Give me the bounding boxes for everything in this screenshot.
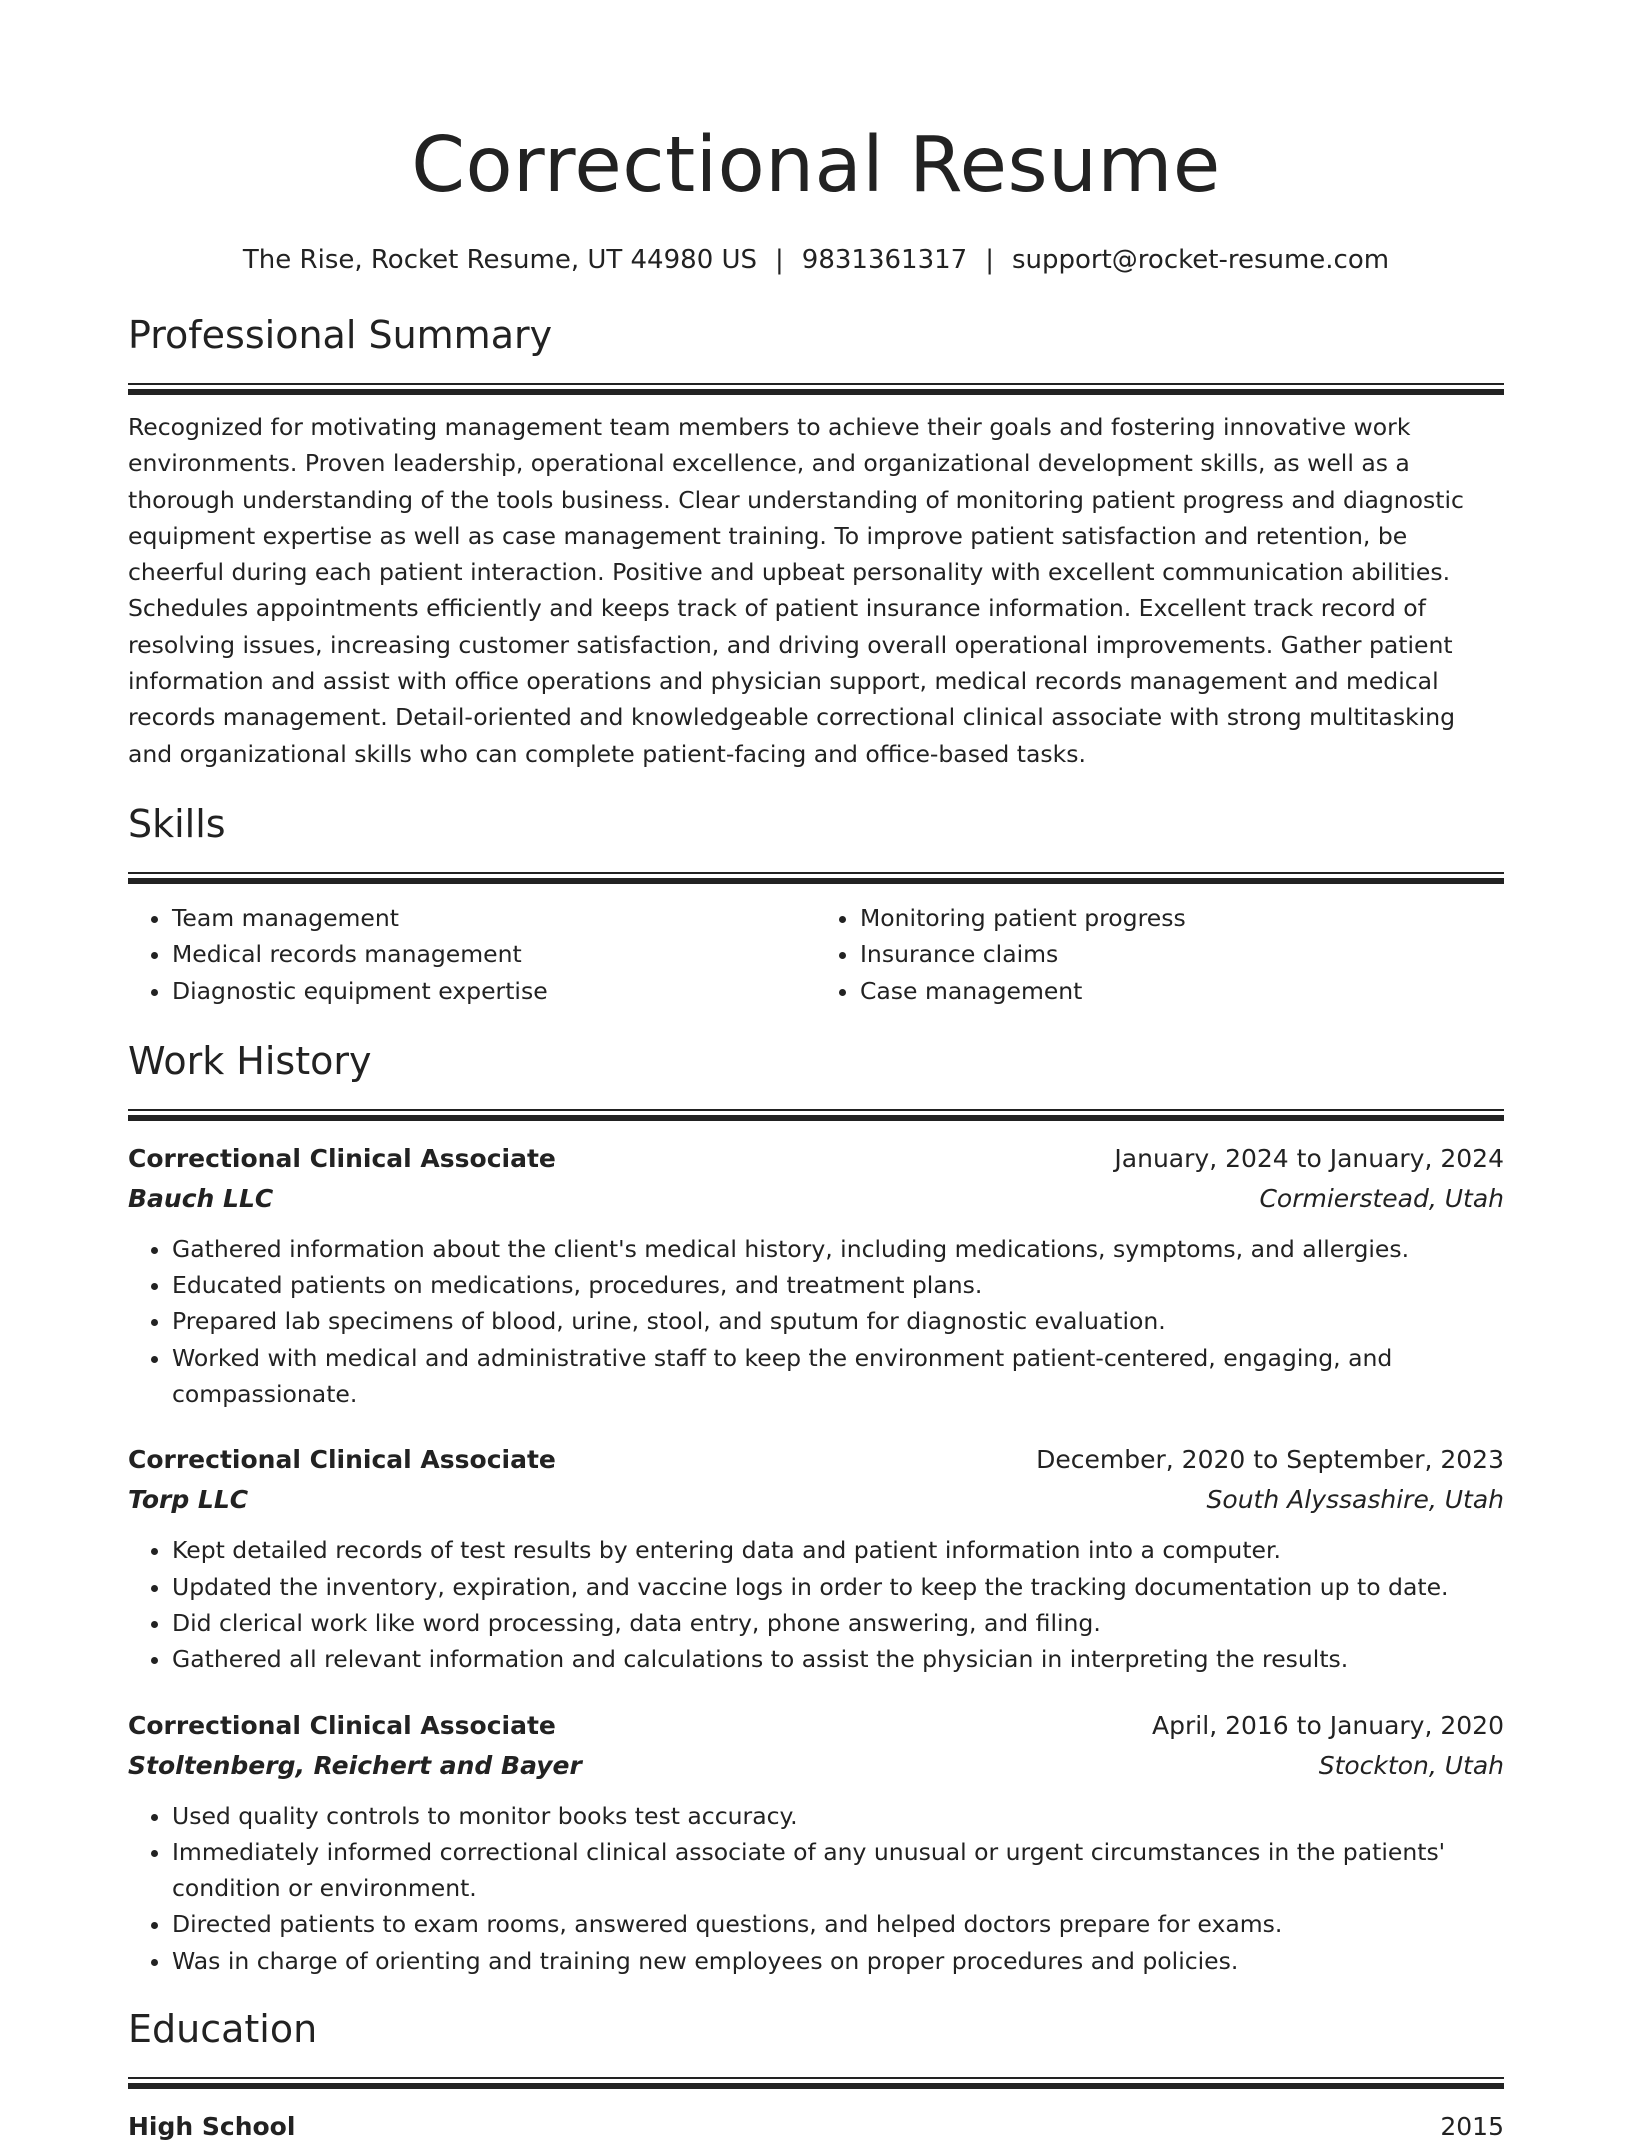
job-bullet: • Kept detailed records of test results by entering data and patient information into a computer.	[172, 1532, 1504, 1568]
resume-page	[128, 0, 1504, 2147]
skills-column-right	[816, 900, 1504, 1009]
job-bullet: • Updated the inventory, expiration, and vaccine logs in order to keep the tracking documentation up to date.	[172, 1569, 1504, 1605]
education-section	[128, 2003, 1504, 2147]
job-company: Torp LLC	[128, 1485, 249, 1515]
job-bullet: • Prepared lab specimens of blood, urine, stool, and sputum for diagnostic evaluation.	[172, 1303, 1504, 1339]
contact-separator: |	[775, 245, 784, 275]
skill-item: • Diagnostic equipment expertise	[172, 973, 816, 1009]
job-bullet: • Was in charge of orienting and training new employees on proper procedures and policies.	[172, 1943, 1504, 1979]
section-title: Skills	[128, 801, 226, 846]
job-header	[128, 1139, 1504, 1179]
job-title: Correctional Clinical Associate	[128, 1445, 556, 1475]
contact-address: The Rise, Rocket Resume, UT 44980 US	[242, 245, 758, 275]
job-header	[128, 1706, 1504, 1746]
job-bullets	[128, 1798, 1504, 1979]
work-section	[128, 1035, 1504, 1979]
job-subheader	[128, 1746, 1504, 1786]
section-divider	[128, 872, 1504, 884]
job-location: Cormierstead, Utah	[1259, 1183, 1504, 1213]
skills-section	[128, 798, 1504, 1009]
contact-email: support@rocket-resume.com	[1011, 245, 1390, 275]
job-company: Stoltenberg, Reichert and Bayer	[128, 1750, 582, 1780]
job-bullet: • Worked with medical and administrative staff to keep the environment patient-centered, engaging, and compassionate.	[172, 1340, 1504, 1413]
skill-item: • Case management	[860, 973, 1504, 1009]
skill-item: • Team management	[172, 900, 816, 936]
summary-text: Recognized for motivating management team members to achieve their goals and fostering innovative work environments. Proven leadership, operational excellence, and organizational development skills, as well as a thorough understanding of the tools business. Clear understanding of monitoring patient progress and diagnostic equipment expertise as well as case management training. To improve patient satisfaction and retention, be cheerful during each patient interaction. Positive and upbeat personality with excellent communication abilities. Schedules appointments efficiently and keeps track of patient insurance information. Excellent track record of resolving issues, increasing customer satisfaction, and driving overall operational improvements. Gather patient information and assist with office operations and physician support, medical records management and medical records management. Detail-oriented and knowledgeable correctional clinical associate with strong multitasking and organizational skills who can complete patient-facing and office-based tasks.	[128, 413, 1464, 768]
education-year: 2015	[1440, 2112, 1504, 2142]
job-title: Correctional Clinical Associate	[128, 1710, 556, 1740]
job-dates: January, 2024 to January, 2024	[1114, 1143, 1504, 1173]
job-dates: December, 2020 to September, 2023	[1036, 1445, 1504, 1475]
job-bullet: • Gathered information about the client's medical history, including medications, symptoms, and allergies.	[172, 1231, 1504, 1267]
education-entry	[128, 2107, 1504, 2147]
job-title: Correctional Clinical Associate	[128, 1143, 556, 1173]
job-bullet: • Gathered all relevant information and calculations to assist the physician in interpreting the results.	[172, 1641, 1504, 1677]
job-header	[128, 1440, 1504, 1480]
job-subheader	[128, 1480, 1504, 1520]
contact-phone: 9831361317	[801, 245, 968, 275]
contact-line	[128, 242, 1504, 278]
job-entry	[128, 1706, 1504, 1979]
contact-separator: |	[985, 245, 994, 275]
section-title: Work History	[128, 1038, 372, 1083]
job-entry	[128, 1139, 1504, 1412]
job-subheader	[128, 1179, 1504, 1219]
skills-column-left	[128, 900, 816, 1009]
section-title: Education	[128, 2007, 318, 2052]
job-bullet: • Educated patients on medications, procedures, and treatment plans.	[172, 1267, 1504, 1303]
section-title: Professional Summary	[128, 313, 553, 357]
section-divider	[128, 383, 1504, 395]
job-bullets	[128, 1231, 1504, 1412]
resume-name: Correctional Resume	[411, 121, 1221, 210]
summary-section	[128, 309, 1504, 772]
education-degree: High School	[128, 2112, 296, 2142]
job-bullet: • Directed patients to exam rooms, answered questions, and helped doctors prepare for exams.	[172, 1906, 1504, 1942]
job-bullet: • Immediately informed correctional clinical associate of any unusual or urgent circumstances in the patients' condition or environment.	[172, 1834, 1504, 1907]
section-divider	[128, 1109, 1504, 1121]
job-location: South Alyssashire, Utah	[1206, 1485, 1504, 1515]
skill-item: • Insurance claims	[860, 936, 1504, 972]
skill-item: • Medical records management	[172, 936, 816, 972]
section-divider	[128, 2077, 1504, 2089]
skill-item: • Monitoring patient progress	[860, 900, 1504, 936]
job-entry	[128, 1440, 1504, 1677]
job-dates: April, 2016 to January, 2020	[1152, 1710, 1504, 1740]
skills-list	[128, 900, 1504, 1009]
job-bullets	[128, 1532, 1504, 1677]
job-location: Stockton, Utah	[1318, 1750, 1504, 1780]
job-bullet: • Used quality controls to monitor books test accuracy.	[172, 1798, 1504, 1834]
job-company: Bauch LLC	[128, 1183, 274, 1213]
job-bullet: • Did clerical work like word processing, data entry, phone answering, and filing.	[172, 1605, 1504, 1641]
